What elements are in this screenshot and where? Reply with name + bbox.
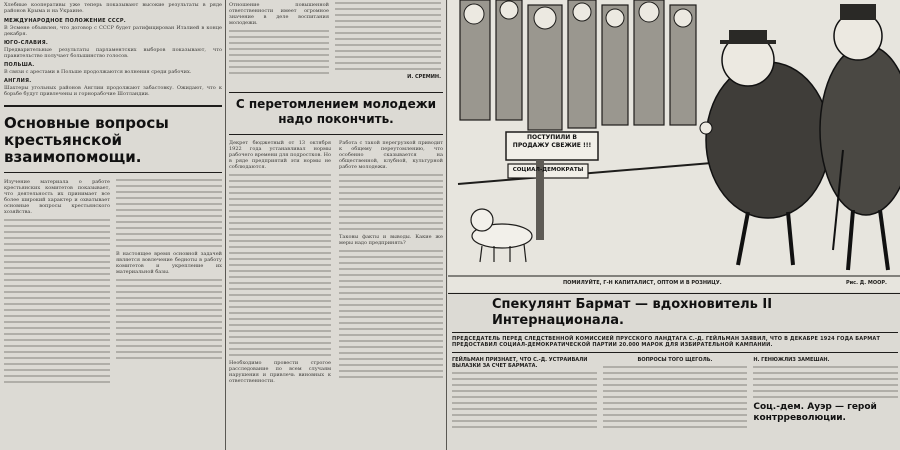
bottom-sub3: Н. ГЕНЮЖЛИЗ ЗАМЕШАН. [753, 357, 830, 363]
lead-rule [452, 352, 898, 353]
intl-text: В Эсмене объявлен, что договор с СССР будет ратифицирован Италией в конце декабря. [4, 25, 222, 37]
left-headline: Основные вопросы крестьянской взаимопомощи. [4, 114, 169, 166]
headline-rule [4, 172, 222, 173]
cartoon-barrier-label: СОЦИАЛ-ДЕМОКРАТЫ [512, 167, 584, 173]
mid-headline: С перетомлением молодежи надо покончить. [235, 97, 437, 126]
body-text-lines [229, 30, 329, 74]
yugoslavia-text: Предварительные результаты парламентских выборов показывают, что правительство получает большинство голосов. [4, 47, 222, 59]
headline-rule [229, 134, 443, 135]
body-text-lines [452, 372, 597, 428]
body-text-lines [339, 250, 443, 378]
bottom-sub2: ВОПРОСЫ ТОГО ЩЕГОЛЬ. [637, 357, 713, 363]
body-text-lines [339, 174, 443, 230]
middle-column [229, 0, 443, 450]
bottom-lead: ПРЕДСЕДАТЕЛЬ ПЕРЕД СЛЕДСТВЕННОЙ КОМИССИЕЙ ПРУССКОГО ЛАНДТАГА С.-Д. ГЕЙЛЬМАН ЗАЯВИЛ, ЧТО В ДЕКАБРЕ 1924 ГОДА БАРМАТ ПРЕДОСТАВИЛ СОЦИАЛ-ДЕМОКРАТИЧЕСКОЙ ПАРТИИ 20.000 МАРОК ДЛЯ ИЗБИРАТЕЛЬНОЙ КАМПАНИИ. [452, 336, 881, 348]
mid-body-col-a [229, 140, 331, 384]
bottom-right-article [452, 297, 898, 450]
mid-body-col-b [339, 140, 443, 382]
left-body-col-a [4, 179, 110, 387]
headline-rule [452, 332, 898, 333]
left-column [4, 0, 222, 450]
column-divider [446, 0, 447, 450]
body-text-lines [335, 2, 441, 70]
mid-right-p1: Работа с такой перегрузкой приводит к общему переутомлению, что особенно сказывается на общественной, клубной, культурной работе молодежи. [339, 140, 443, 170]
england-header: АНГЛИЯ. [4, 78, 32, 84]
intl-header: МЕЖДУНАРОДНОЕ ПОЛОЖЕНИЕ СССР. [4, 18, 127, 24]
bottom-headline: Спекулянт Бармат — вдохновитель II Интернационала. [492, 297, 773, 328]
column-divider [225, 0, 226, 450]
body-text-lines [116, 179, 222, 247]
mid-top-right [335, 2, 441, 80]
body-text-lines [229, 174, 331, 356]
mid-top-text: Отношение повышенной ответственности имеет огромное значение в деле воспитания молодежи. [229, 2, 329, 26]
left-body-col-b [116, 179, 222, 387]
body-text-lines [116, 279, 222, 359]
section-rule [4, 105, 222, 107]
poland-text: В связи с арестами в Польше продолжаются волнения среди рабочих. [4, 69, 192, 75]
section-rule [229, 92, 443, 93]
bottom-columns [452, 357, 898, 432]
poland-header: ПОЛЬША. [4, 62, 35, 68]
left-top-text: Хлебные кооперативы уже теперь показывают высокие результаты в ряде районов Крыма и на Украине. [4, 2, 222, 14]
bottom-col-c [753, 357, 898, 432]
body-text-lines [753, 366, 898, 398]
left-body-columns [4, 179, 222, 387]
cartoon-illustration [448, 0, 900, 292]
bottom-col-b [603, 357, 748, 432]
left-body-p1: Изучение материала о работе крестьянских комитетов показывает, что деятельность их принимает все более широкий характер и охватывает основные вопросы крестьянского хозяйства. [4, 179, 110, 215]
mid-body-p1: Декрет бюджетный от 13 октября 1922 года устанавливал нормы рабочего времени для подростков. Но в ряде предприятий эти нормы не соблюдаются. [229, 140, 331, 170]
body-text-lines [4, 219, 110, 383]
left-body-p2: В настоящее время основной задачей является вовлечение бедноты в работу комитетов и укрепление их материальной базы. [116, 251, 222, 275]
bottom-sub-headline: Соц.-дем. Ауэр — герой контрреволюции. [753, 402, 877, 423]
cartoon-sign: ПОСТУПИЛИ В ПРОДАЖУ СВЕЖИЕ !!! [512, 134, 592, 149]
yugoslavia-header: ЮГО-СЛАВИЯ. [4, 40, 49, 46]
mid-body-p2: Необходимо провести строгое расследование по всем случаям нарушения и привлечь виновных к ответственности. [229, 360, 331, 384]
england-text: Шахтеры угольных районов Англии продолжают забастовку. Ожидают, что к борьбе будут привлечены и горнорабочие Шотландии. [4, 85, 222, 97]
section-rule [448, 293, 900, 294]
cartoon-caption: ПОМИЛУЙТЕ, Г-Н КАПИТАЛИСТ, ОПТОМ И В РОЗНИЦУ. [563, 280, 722, 286]
body-text-lines [603, 366, 748, 428]
signature: И. СРЕМИН. [407, 74, 441, 80]
bottom-col-a [452, 357, 597, 432]
mid-right-p2: Таковы факты и выводы. Какие же меры надо предпринять? [339, 234, 443, 246]
bottom-sub1: ГЕЙЛЬМАН ПРИЗНАЕТ, ЧТО С.-Д. УСТРАИВАЛИ ВЫЛАЗКИ ЗА СЧЕТ БАРМАТА. [452, 357, 588, 369]
cartoon-credit: Рис. Д. МООР. [846, 280, 887, 286]
